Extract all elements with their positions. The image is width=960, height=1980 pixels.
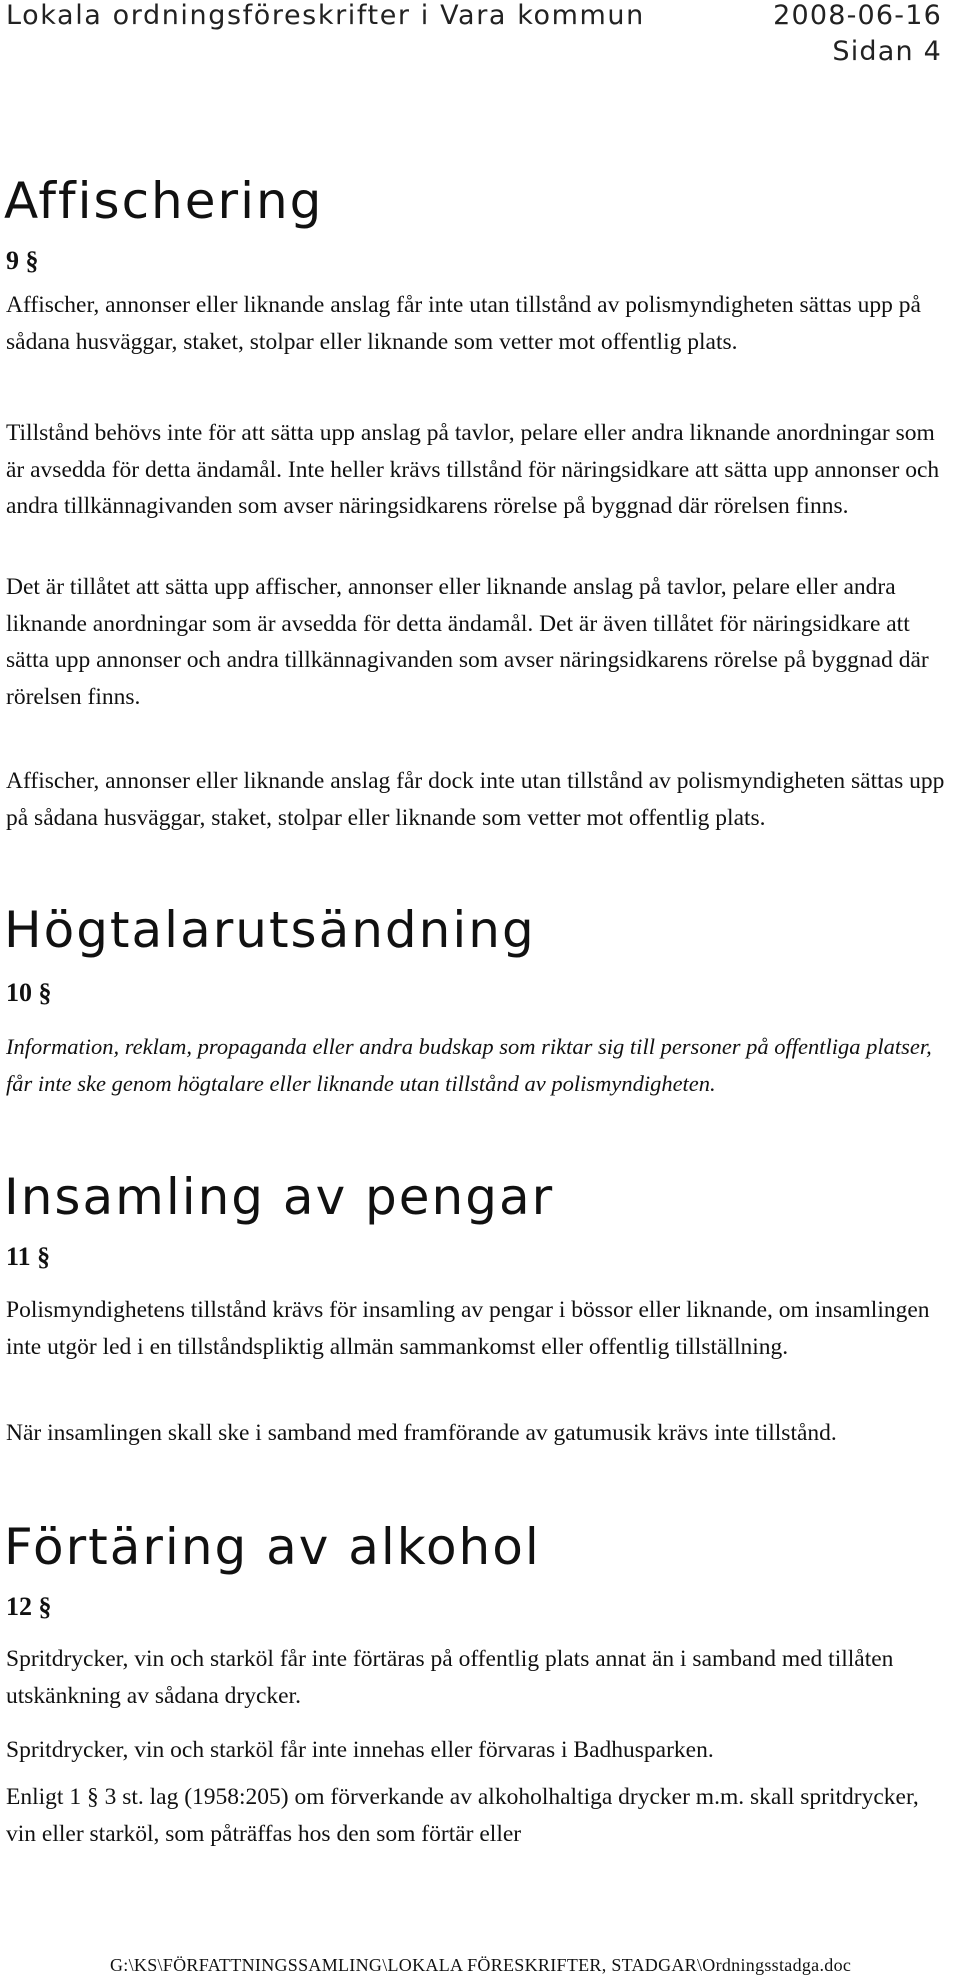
section-number: 11 §	[6, 1242, 51, 1271]
paragraph: Enligt 1 § 3 st. lag (1958:205) om förverkande av alkoholhaltiga drycker m.m. skall spritdrycker, vin eller starköl, som påträffas hos den som förtär eller	[6, 1784, 919, 1847]
paragraph: Tillstånd behövs inte för att sätta upp anslag på tavlor, pelare eller andra liknande anordningar som är avsedda för detta ändamål. Inte heller krävs tillstånd för näringsidkare att sätta upp annonser och andra tillkännagivanden som avser näringsidkarens rörelse på byggnad där rörelsen finns.	[6, 420, 940, 520]
paragraph: Spritdrycker, vin och starköl får inte innehas eller förvaras i Badhusparken.	[6, 1737, 714, 1763]
section-number: 12 §	[6, 1592, 52, 1621]
footer-file-path: G:\KS\FÖRFATTNINGSSAMLING\LOKALA FÖRESKRIFTER, STADGAR\Ordningsstadga.doc	[110, 1955, 852, 1975]
paragraph: Spritdrycker, vin och starköl får inte förtäras på offentlig plats annat än i samband med tillåten utskänkning av sådana drycker.	[6, 1646, 894, 1709]
section-heading-hogtalarutsandning: Högtalarutsändning	[4, 901, 536, 959]
section-heading-fortaring: Förtäring av alkohol	[4, 1518, 541, 1576]
header-date: 2008-06-16	[773, 0, 942, 31]
section-number: 10 §	[6, 978, 52, 1007]
paragraph: Polismyndighetens tillstånd krävs för insamling av pengar i bössor eller liknande, om insamlingen inte utgör led i en tillståndspliktig allmän sammankomst eller offentlig tillställning.	[6, 1297, 930, 1360]
paragraph: Det är tillåtet att sätta upp affischer, annonser eller liknande anslag på tavlor, pelare eller andra liknande anordningar som är avsedda för detta ändamål. Det är även tillåtet för näringsidkare att sätta upp annonser och andra tillkännagivanden som avser näringsidkarens rörelse på byggnad där rörelsen finns.	[6, 574, 929, 711]
section-heading-insamling: Insamling av pengar	[4, 1168, 555, 1226]
paragraph: Affischer, annonser eller liknande anslag får dock inte utan tillstånd av polismyndigheten sättas upp på sådana husväggar, staket, stolpar eller liknande som vetter mot offentlig plats.	[6, 768, 945, 831]
section-heading-affischering: Affischering	[4, 172, 324, 230]
paragraph: Information, reklam, propaganda eller andra budskap som riktar sig till personer på offentliga platser, får inte ske genom högtalare eller liknande utan tillstånd av polismyndigheten.	[6, 1034, 932, 1096]
section-number: 9 §	[6, 246, 39, 275]
header-title: Lokala ordningsföreskrifter i Vara kommun	[6, 0, 645, 31]
header-page-number: Sidan 4	[832, 36, 942, 67]
paragraph: Affischer, annonser eller liknande anslag får inte utan tillstånd av polismyndigheten sättas upp på sådana husväggar, staket, stolpar eller liknande som vetter mot offentlig plats.	[6, 292, 921, 355]
paragraph: När insamlingen skall ske i samband med framförande av gatumusik krävs inte tillstånd.	[6, 1420, 837, 1446]
